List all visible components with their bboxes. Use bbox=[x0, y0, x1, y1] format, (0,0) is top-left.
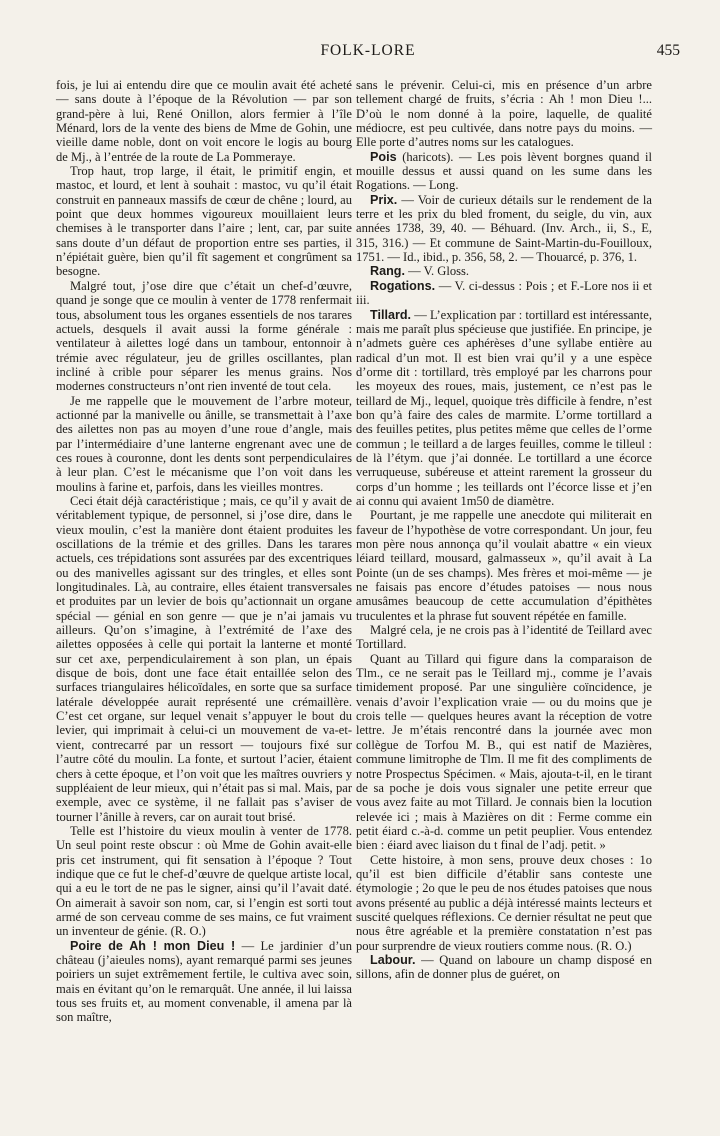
page-number: 455 bbox=[656, 42, 680, 59]
entry-headword: Prix. bbox=[370, 192, 398, 207]
paragraph: Malgré tout, j’ose dire que c’était un chef-d’œuvre, quand je songe que ce moulin à venter de 1778 renfermait tous, absolument tous les organes essentiels de nos tarares actuels, desquels il avait aussi la forme générale : ventilateur à ailettes logé dans un tambour, entonnoir à trémie avec régulateur, jeu de grilles oscillantes, plan incliné à crible pour séparer les menus grains. Nos modernes constructeurs n’ont rien inventé de tout cela. bbox=[56, 278, 352, 394]
running-title: FOLK-LORE bbox=[320, 42, 416, 59]
paragraph: sans le prévenir. Celui-ci, mis en présence d’un arbre tellement chargé de fruits, s’écria : Ah ! mon Dieu !... D’où le nom donné à la poire, laquelle, de qualité médiocre, est peu cultivée, dans notre pays du moins. — Elle porte d’autres noms sur les catalogues. bbox=[356, 78, 652, 150]
entry-headword: Poire de Ah ! mon Dieu ! bbox=[70, 938, 236, 953]
left-column bbox=[56, 78, 352, 1025]
entry-paragraph bbox=[356, 308, 652, 509]
right-column bbox=[356, 78, 652, 982]
entry-text: — Voir de curieux détails sur le rendement de la terre et les prix du bled froment, du seigle, du vin, aux années 1738, 39, 40. — Béhuard. (Inv. Arch., ii, S., E, 315, 316.) — Et commune de Saint-Martin-du-Fouilloux, 1751. — Id., ibid., p. 356, 58, 2. — Thouarcé, p. 376, 1. bbox=[356, 192, 652, 265]
paragraph: Trop haut, trop large, il était, le primitif engin, et mastoc, et lourd, et lent à souhait : mastoc, vu qu’il était construit en panneaux massifs de cœur de chêne ; lourd, au point que deux hommes vigoureux mouillaient leurs chemises à le transporter dans l’aire ; lent, car, par suite sans doute d’un défaut de proportion entre ses parties, il n’épiétait guère, bien qu’il fît sagement et congrûment sa besogne. bbox=[56, 164, 352, 279]
entry-paragraph bbox=[356, 264, 652, 278]
entry-paragraph bbox=[56, 939, 352, 1025]
entry-text: — L’explication par : tortillard est intéressante, mais me paraît plus spécieuse que justifiée. En principe, je n’admets guère ces aphérèses d’une syllabe entière au radical d’un mot. Il est bien vrai qu’il y a une espèce d’orme dit : tortillard, très employé par les charrons pour les moyeux des roues, mais, justement, ce n’est pas le teillard de Mj., lequel, quoique très difficile à fendre, n’est bon qu’à faire des cales de marmite. L’orme tortillard a des feuilles petites, plus petites même que celles de l’orme commun ; le teillard a de larges feuilles, comme le tilleul : de là l’étym. que j’ai donnée. Le tortillard a une écorce verruqueuse, subéreuse et atteint rarement la grosseur du corps d’un homme ; les teillards ont l’écorce lisse et j’en ai connu qui avaient 1m50 de diamètre. bbox=[356, 307, 652, 508]
paragraph: Telle est l’histoire du vieux moulin à venter de 1778. Un seul point reste obscur : où Mme de Gohin avait-elle pris cet instrument, qui fit sensation à l’époque ? Tout indique que ce fut le chef-d’œuvre de quelque artiste local, qui a eu le tort de ne pas le signer, ainsi qu’il l’avait daté. On aimerait à savoir son nom, car, si l’engin est sorti tout armé de son cerveau comme de ses mains, ce fut vraiment un inventeur de génie. (R. O.) bbox=[56, 823, 352, 939]
paragraph: Quant au Tillard qui figure dans la comparaison de Tlm., ce ne serait pas le Teillard mj., comme je l’avais timidement proposé. Par une singulière coïncidence, je venais d’avoir l’explication vraie — ou du moins que je crois telle — quelques heures avant la réception de votre lettre. Je m’étais rencontré dans la journée avec mon collègue de Torfou M. B., qui est natif de Mazières, commune limitrophe de Tlm. Il me fit des compliments de notre Prospectus Spécimen. « Mais, ajouta-t-il, en le tirant de sa poche je dois vous signaler une petite erreur que vous avez faite au mot Tillard. Je connais bien la locution relevée ici ; mais à Mazières on dit : Ferme comme ein petit éiard c.-à-d. comme un petit peuplier. Vous entendez bien : éiard avec liaison du t final de l’adj. petit. » bbox=[356, 651, 652, 853]
paragraph: Cette histoire, à mon sens, prouve deux choses : 1o qu’il est bien difficile d’établir sans conteste une étymologie ; 2o que le peu de nos études patoises que nous avons présenté au public a déjà intéressé maints lecteurs et suscité quelques réflexions. Ce dernier résultat ne peut que nous être agréable et la première constatation n’est pas pour surprendre de vieux routiers comme nous. (R. O.) bbox=[356, 852, 652, 953]
entry-headword: Rang. bbox=[370, 264, 405, 279]
entry-text: — V. Gloss. bbox=[404, 264, 470, 279]
paragraph: Malgré cela, je ne crois pas à l’identité de Teillard avec Tortillard. bbox=[356, 623, 652, 652]
paragraph: Je me rappelle que le mouvement de l’arbre moteur, actionné par la manivelle ou ânille, se transmettait à l’axe des ailettes non pas au moyen d’une roue d’angle, mais par l’intermédiaire d’une lanterne engrenant avec une de ces roues à couronne, dont les dents sont perpendiculaires à leur plan. C’est le mécanisme que l’on voit dans les moulins à farine et, parfois, dans les vieilles montres. bbox=[56, 393, 352, 494]
entry-paragraph bbox=[356, 150, 652, 193]
paragraph: Ceci était déjà caractéristique ; mais, ce qu’il y avait de véritablement typique, de personnel, si j’ose dire, dans le vieux moulin, c’est la manière dont étaient produites les oscillations de la trémie et des grilles. Dans les tarares actuels, ces trépidations sont assurées par des excentriques ou des manivelles agissant sur des tringles, et elles sont longitudinales. Là, au contraire, elles étaient transversales et produites par un levier de bois qu’actionnait un organe spécial — génial en son genre — que je n’ai jamais vu ailleurs. Qu’on s’imagine, à l’extrémité de l’axe des ailettes opposées à celle qui portait la lanterne et monté sur cet axe, perpendiculairement à son plan, un épais disque de bois, dont une face était entaillée selon des surfaces triangulaires hélicoïdales, en sorte que sa surface latérale développée aurait représenté une crémaillère. C’est cet organe, sur lequel venait s’appuyer le bout du levier, qui imprimait à celui-ci un mouvement de va-et-vient, contrecarré par un ressort — toujours fixé sur l’autre côté du moulin. La fonte, et surtout l’acier, étaient chers à cette époque, et l’on voit que les maîtres ouvriers y suppléaient de leur mieux, qui n’était pas si mal. Mais, par exemple, avec ce système, il ne fallait pas s’aviser de tourner l’ânille à revers, car on aurait tout brisé. bbox=[56, 493, 352, 824]
entry-headword: Pois bbox=[370, 149, 397, 164]
entry-headword: Tillard. bbox=[370, 307, 412, 322]
entry-headword: Labour. bbox=[370, 952, 416, 967]
entry-text: — V. ci-dessus : Pois ; et F.-Lore nos ii et iii. bbox=[356, 278, 652, 308]
entry-paragraph bbox=[356, 279, 652, 308]
entry-paragraph bbox=[356, 193, 652, 265]
page-header bbox=[56, 42, 680, 62]
entry-text: — Quand on laboure un champ disposé en sillons, afin de donner plus de guéret, on bbox=[356, 952, 652, 982]
paragraph: fois, je lui ai entendu dire que ce moulin avait été acheté — sans doute à l’époque de la Révolution — par son grand-père à lui, René Onillon, alors fermier à l’île Ménard, lors de la vente des biens de Mme de Gohin, une vieille dame noble, dont on voit encore le logis au bourg de Mj., à l’entrée de la route de La Pommeraye. bbox=[56, 78, 352, 164]
paragraph: Pourtant, je me rappelle une anecdote qui militerait en faveur de l’hypothèse de votre correspondant. Un jour, feu mon père nous annonça qu’il voulait abattre « ein vieux léiard teillard, mousard, galmasseux », qu’il avait à La Pointe (un de ses champs). Mes frères et moi-même — je ne faisais pas encore d’études patoises — nous nous amusâmes beaucoup de cette accumulation d’épithètes truculentes et la phrase fut souvent répétée en famille. bbox=[356, 508, 652, 623]
entry-headword: Rogations. bbox=[370, 278, 436, 293]
entry-text: (haricots). — Les pois lèvent borgnes quand il mouille dessus et aussi quand on les sume dans les Rogations. — Long. bbox=[356, 149, 652, 193]
entry-paragraph bbox=[356, 953, 652, 982]
entry-text: — Le jardinier d’un château (j’aieules noms), ayant remarqué parmi ses jeunes poiriers un sujet extrêmement fertile, le cultiva avec soin, mais en évitant qu’on le remarquât. Une année, il lui laissa tous ses fruits et, au moment convenable, il amena par là son maître, bbox=[56, 938, 352, 1025]
